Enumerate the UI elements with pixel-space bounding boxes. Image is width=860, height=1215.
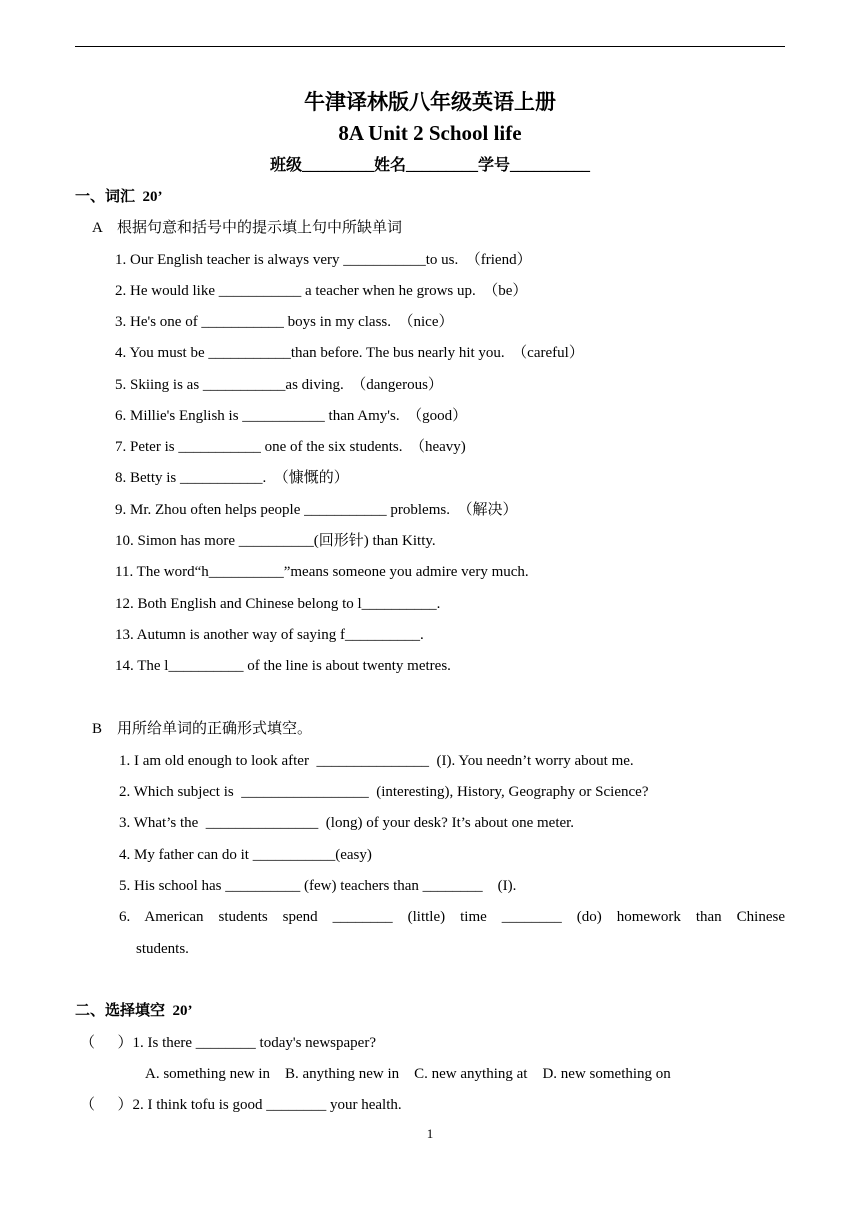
section-2-heading: 二、选择填空 20’: [75, 1003, 193, 1019]
vocab-a-item-7: 7. Peter is ___________ one of the six students. （heavy): [115, 439, 466, 455]
choice-question-1-options: A. something new in B. anything new in C. new anything at D. new something on: [145, 1066, 671, 1082]
vocab-a-item-13: 13. Autumn is another way of saying f__________.: [115, 627, 424, 643]
vocab-b-item-5: 5. His school has __________ (few) teachers than ________ (I).: [119, 878, 517, 894]
vocab-a-item-14: 14. The l__________ of the line is about twenty metres.: [115, 658, 451, 674]
document-title-chinese: 牛津译林版八年级英语上册: [304, 90, 556, 114]
part-b-heading: B 用所给单词的正确形式填空。: [92, 721, 313, 737]
student-info-line: 班级_________姓名_________学号__________: [269, 157, 590, 174]
vocab-a-item-8: 8. Betty is ___________. （慷慨的）: [115, 470, 349, 486]
vocab-b-item-6-line-1: 6. American students spend ________ (little) time ________ (do) homework than Chinese: [119, 909, 785, 925]
part-a-heading: A 根据句意和括号中的提示填上句中所缺单词: [92, 220, 403, 236]
vocab-b-item-2: 2. Which subject is _________________ (interesting), History, Geography or Science?: [119, 784, 649, 800]
vocab-a-item-3: 3. He's one of ___________ boys in my class. （nice）: [115, 314, 454, 330]
vocab-b-item-6-line-2: students.: [136, 941, 189, 957]
vocab-b-item-1: 1. I am old enough to look after _______________ (I). You needn’t worry about me.: [119, 753, 634, 769]
choice-question-1: （ ）1. Is there ________ today's newspaper?: [80, 1035, 376, 1051]
section-1-heading: 一、词汇 20’: [75, 189, 163, 205]
vocab-a-item-4: 4. You must be ___________than before. The bus nearly hit you. （careful）: [115, 345, 584, 361]
vocab-b-item-3: 3. What’s the _______________ (long) of your desk? It’s about one meter.: [119, 815, 575, 831]
vocab-a-item-2: 2. He would like ___________ a teacher when he grows up. （be）: [115, 283, 528, 299]
vocab-a-item-11: 11. The word“h__________”means someone you admire very much.: [115, 564, 529, 580]
header-rule: [75, 46, 785, 47]
choice-question-2: （ ）2. I think tofu is good ________ your health.: [80, 1097, 402, 1113]
vocab-a-item-5: 5. Skiing is as ___________as diving. （dangerous）: [115, 377, 443, 393]
vocab-a-item-10: 10. Simon has more __________(回形针) than Kitty.: [115, 533, 436, 549]
vocab-a-item-1: 1. Our English teacher is always very ___________to us. （friend）: [115, 252, 532, 268]
vocab-a-item-12: 12. Both English and Chinese belong to l__________.: [115, 596, 441, 612]
document-title-english: 8A Unit 2 School life: [338, 121, 522, 145]
page-number: 1: [426, 1126, 434, 1141]
vocab-b-item-4: 4. My father can do it ___________(easy): [119, 847, 372, 863]
vocab-a-item-9: 9. Mr. Zhou often helps people ___________ problems. （解决）: [115, 502, 518, 518]
vocab-a-item-6: 6. Millie's English is ___________ than Amy's. （good）: [115, 408, 468, 424]
